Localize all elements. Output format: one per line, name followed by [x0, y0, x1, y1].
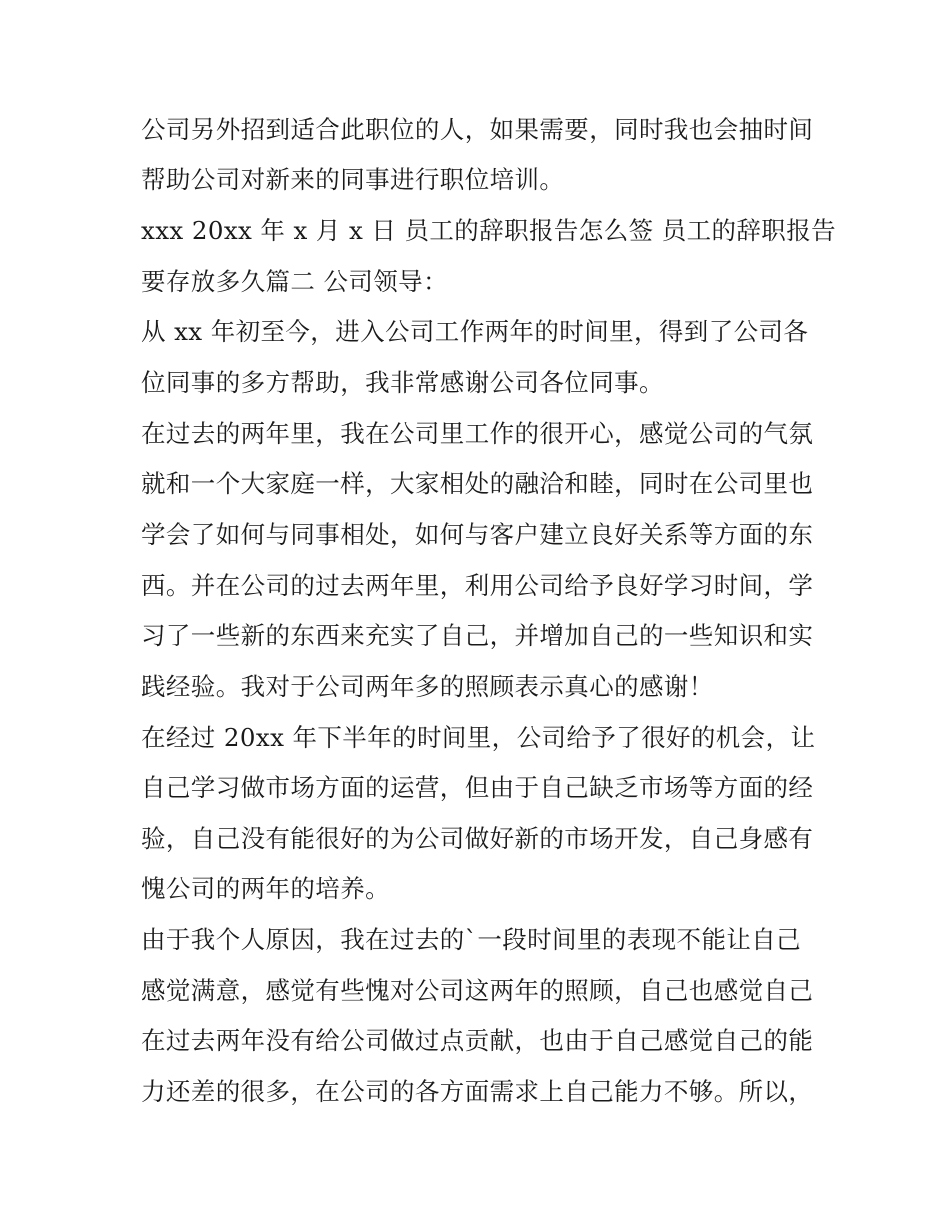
text-line: 位同事的多方帮助，我非常感谢公司各位同事。	[141, 368, 664, 397]
text-line: 从 xx 年初至今，进入公司工作两年的时间里，得到了公司各	[141, 317, 809, 346]
text-line: 习了一些新的东西来充实了自己，并增加自己的一些知识和实	[141, 621, 814, 650]
text-line: 要存放多久篇二 公司领导：	[141, 267, 448, 296]
text-line: xxx 20xx 年 x 月 x 日 员工的辞职报告怎么签 员工的辞职报告	[141, 216, 836, 245]
text-line: 帮助公司对新来的同事进行职位培训。	[141, 165, 565, 194]
text-line: 在过去的两年里，我在公司里工作的很开心，感觉公司的气氛	[141, 419, 814, 448]
text-line: 在过去两年没有给公司做过点贡献，也由于自己感觉自己的能	[141, 1026, 814, 1055]
text-line: 由于我个人原因，我在过去的`一段时间里的表现不能让自己	[141, 925, 802, 954]
text-line: 验，自己没有能很好的为公司做好新的市场开发，自己身感有	[141, 824, 814, 853]
text-line: 践经验。我对于公司两年多的照顾表示真心的感谢！	[141, 672, 714, 701]
text-line: 西。并在公司的过去两年里，利用公司给予良好学习时间，学	[141, 571, 814, 600]
text-line: 公司另外招到适合此职位的人，如果需要，同时我也会抽时间	[141, 115, 814, 144]
text-line: 感觉满意，感觉有些愧对公司这两年的照顾，自己也感觉自己	[141, 976, 814, 1005]
text-line: 在经过 20xx 年下半年的时间里，公司给予了很好的机会，让	[141, 723, 816, 752]
text-line: 学会了如何与同事相处，如何与客户建立良好关系等方面的东	[141, 520, 814, 549]
text-line: 自己学习做市场方面的运营，但由于自己缺乏市场等方面的经	[141, 773, 814, 802]
text-line: 愧公司的两年的培养。	[141, 874, 390, 903]
text-line: 力还差的很多，在公司的各方面需求上自己能力不够。所以，	[141, 1077, 814, 1106]
text-line: 就和一个大家庭一样，大家相处的融洽和睦，同时在公司里也	[141, 469, 814, 498]
